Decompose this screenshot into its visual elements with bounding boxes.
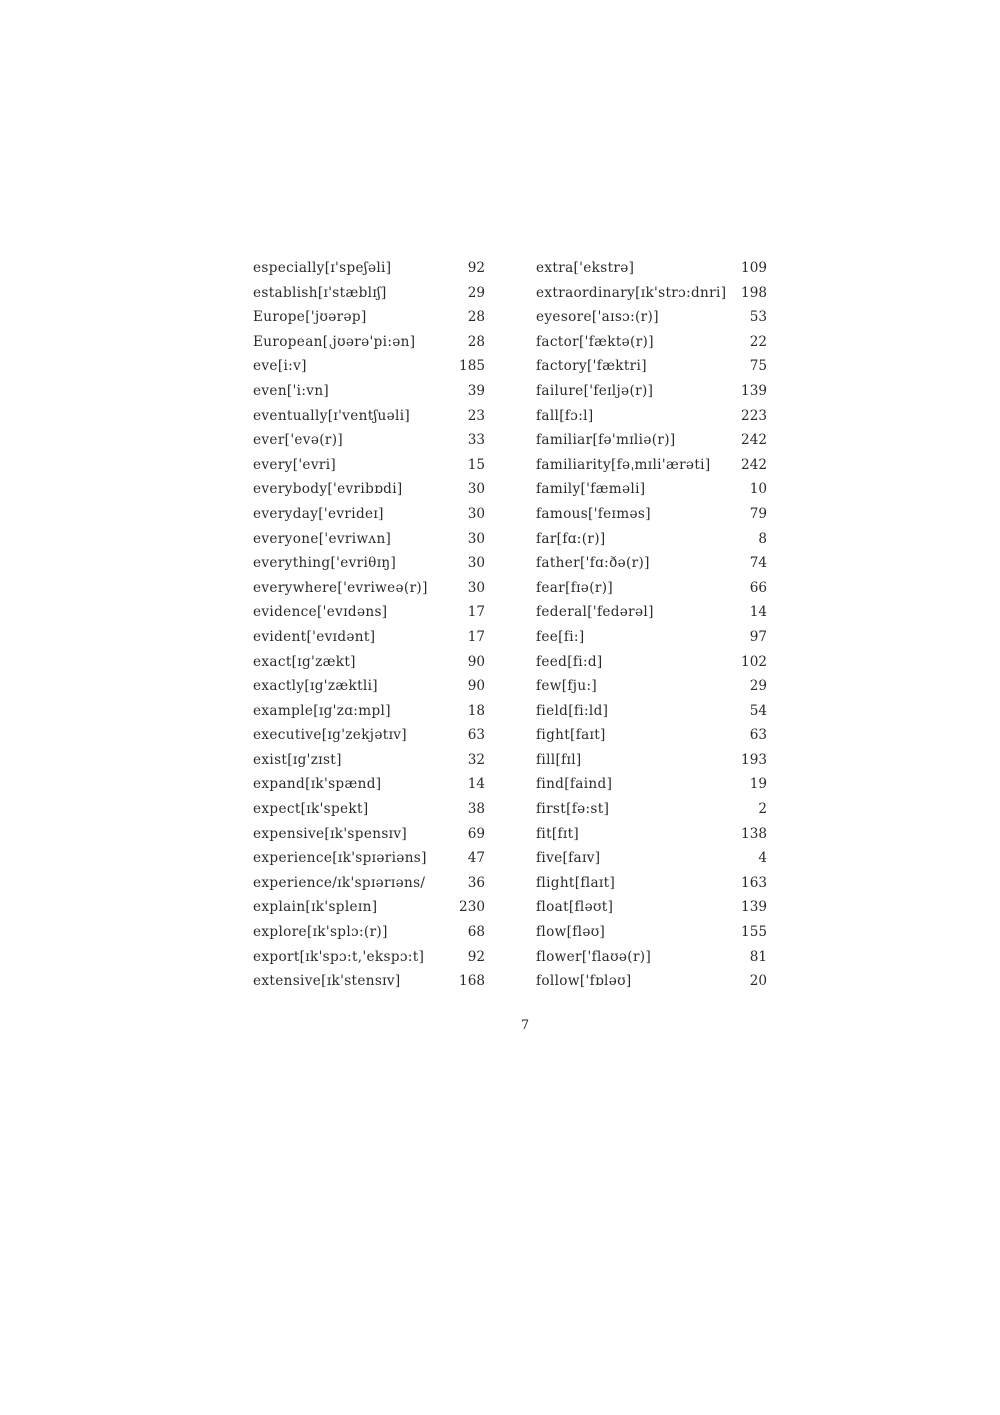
vocab-entry-page: 97 (749, 628, 767, 645)
vocab-entry-page: 10 (749, 481, 767, 498)
vocab-entry-word: few[fju:] (536, 678, 598, 695)
vocab-entry-page: 20 (749, 973, 767, 990)
vocab-entry-word: every['evri] (253, 456, 337, 473)
vocab-entry-row (536, 404, 767, 429)
vocab-entry-row (253, 699, 485, 724)
vocab-entry-word: export[ɪk'spɔ:t,'ekspɔ:t] (253, 948, 425, 965)
vocab-entry-row (253, 846, 485, 871)
vocab-entry-row (253, 453, 485, 478)
vocab-entry-row (253, 330, 485, 355)
vocab-entry-word: everybody['evribɒdi] (253, 481, 403, 498)
vocab-entry-word: float[fləʊt] (536, 899, 614, 916)
vocab-entry-word: find[faind] (536, 776, 613, 793)
vocab-entry-row (253, 969, 485, 994)
vocab-entry-row (536, 379, 767, 404)
vocab-entry-page: 75 (749, 358, 767, 375)
page-number: 7 (520, 1018, 530, 1033)
vocab-entry-page: 168 (459, 973, 485, 990)
vocab-entry-row (536, 772, 767, 797)
vocab-entry-word: evidence['evɪdəns] (253, 604, 388, 621)
vocab-entry-page: 22 (749, 333, 767, 350)
vocab-entry-row (536, 502, 767, 527)
vocab-entry-page: 139 (741, 382, 767, 399)
vocab-entry-row (253, 305, 485, 330)
vocab-entry-row (536, 576, 767, 601)
vocab-entry-row (253, 920, 485, 945)
vocab-entry-row (253, 674, 485, 699)
vocab-entry-row (253, 404, 485, 429)
vocab-entry-word: explain[ɪk'spleɪn] (253, 899, 378, 916)
vocab-entry-word: failure['feɪljə(r)] (536, 382, 654, 399)
vocab-entry-word: explore[ɪk'splɔ:(r)] (253, 924, 388, 941)
vocab-entry-row (253, 576, 485, 601)
vocab-entry-page: 30 (467, 505, 485, 522)
vocab-entry-word: eve[i:v] (253, 358, 307, 375)
vocab-entry-page: 92 (467, 948, 485, 965)
vocab-entry-page: 92 (467, 260, 485, 276)
vocab-entry-row (253, 871, 485, 896)
vocab-entry-word: fee[fi:] (536, 628, 585, 645)
vocab-entry-word: far[fɑ:(r)] (536, 530, 606, 547)
vocab-entry-row (536, 527, 767, 552)
right-column (536, 256, 767, 994)
vocab-entry-page: 17 (467, 628, 485, 645)
vocab-entry-word: everyday['evrideɪ] (253, 505, 384, 522)
vocab-entry-word: field[fi:ld] (536, 702, 609, 719)
vocab-entry-word: everywhere['evriweə(r)] (253, 579, 428, 596)
vocab-entry-row (253, 895, 485, 920)
vocab-entry-page: 19 (749, 776, 767, 793)
vocab-entry-row (536, 822, 767, 847)
vocab-entry-page: 29 (467, 284, 485, 301)
vocab-entry-row (536, 969, 767, 994)
vocab-entry-row (253, 723, 485, 748)
vocab-entry-row (536, 281, 767, 306)
vocab-entry-word: family['fæməli] (536, 481, 646, 498)
vocab-entry-word: flower['flaʊə(r)] (536, 948, 652, 965)
vocab-entry-word: executive[ɪg'zekjətɪv] (253, 727, 407, 744)
vocab-entry-page: 90 (467, 678, 485, 695)
vocab-entry-word: feed[fi:d] (536, 653, 603, 670)
vocab-entry-page: 185 (459, 358, 485, 375)
vocab-entry-word: everything['evriθɪŋ] (253, 555, 397, 572)
vocab-entry-page: 30 (467, 481, 485, 498)
vocab-entry-word: father['fɑ:ðə(r)] (536, 555, 650, 572)
vocab-entry-word: even['i:vn] (253, 382, 330, 399)
vocab-entry-word: especially[ɪ'speʃəli] (253, 260, 392, 276)
vocab-entry-page: 223 (741, 407, 767, 424)
vocab-entry-word: fight[faɪt] (536, 727, 606, 744)
vocab-entry-row (536, 477, 767, 502)
vocab-entry-word: eventually[ɪ'ventʃuəli] (253, 407, 411, 424)
vocab-entry-page: 81 (749, 948, 767, 965)
vocab-entry-page: 90 (467, 653, 485, 670)
vocab-entry-page: 14 (467, 776, 485, 793)
vocab-entry-page: 17 (467, 604, 485, 621)
vocab-entry-page: 63 (749, 727, 767, 744)
vocab-entry-word: factor['fæktə(r)] (536, 333, 654, 350)
vocab-entry-word: experience[ɪk'spɪəriəns] (253, 850, 427, 867)
vocab-entry-row (253, 379, 485, 404)
vocab-entry-page: 66 (749, 579, 767, 596)
vocab-entry-row (253, 354, 485, 379)
vocab-entry-page: 4 (758, 850, 767, 867)
vocab-entry-row (253, 551, 485, 576)
vocab-entry-word: fall[fɔ:l] (536, 407, 594, 424)
vocab-entry-page: 74 (749, 555, 767, 572)
vocab-entry-word: evident['evɪdənt] (253, 628, 376, 645)
vocab-entry-word: exact[ɪg'zækt] (253, 653, 356, 670)
vocab-entry-word: fear[fɪə(r)] (536, 579, 614, 596)
vocab-entry-page: 163 (741, 874, 767, 891)
vocab-entry-page: 23 (467, 407, 485, 424)
vocab-entry-row (253, 527, 485, 552)
vocab-entry-row (253, 650, 485, 675)
vocab-entry-page: 79 (749, 505, 767, 522)
vocab-entry-page: 28 (467, 309, 485, 326)
vocab-entry-row (253, 772, 485, 797)
vocab-entry-word: familiar[fə'mɪliə(r)] (536, 432, 676, 449)
vocab-entry-row (536, 600, 767, 625)
vocab-entry-page: 139 (741, 899, 767, 916)
vocab-entry-word: everyone['evriwʌn] (253, 530, 392, 547)
vocab-entry-page: 8 (758, 530, 767, 547)
vocab-entry-row (536, 748, 767, 773)
vocab-entry-word: extra['ekstrə] (536, 260, 635, 276)
vocab-entry-page: 14 (749, 604, 767, 621)
vocab-entry-word: eyesore['aɪsɔ:(r)] (536, 309, 659, 326)
vocab-entry-row (253, 625, 485, 650)
left-column (253, 256, 485, 994)
vocab-entry-row (536, 723, 767, 748)
vocab-entry-word: five[faɪv] (536, 850, 601, 867)
vocab-entry-word: factory['fæktri] (536, 358, 647, 375)
vocab-entry-page: 2 (758, 801, 767, 818)
vocab-entry-row (536, 699, 767, 724)
vocab-entry-row (253, 797, 485, 822)
vocab-entry-row (253, 502, 485, 527)
vocab-entry-row (536, 330, 767, 355)
vocab-entry-row (253, 822, 485, 847)
vocab-entry-page: 39 (467, 382, 485, 399)
vocab-entry-word: European[ˌjʊərə'pi:ən] (253, 333, 416, 350)
vocab-entry-word: Europe['jʊərəp] (253, 309, 367, 326)
vocab-entry-word: follow['fɒləʊ] (536, 973, 632, 990)
vocab-entry-page: 155 (741, 924, 767, 941)
vocab-entry-page: 54 (749, 702, 767, 719)
vocab-entry-page: 29 (749, 678, 767, 695)
vocab-entry-row (536, 650, 767, 675)
vocab-entry-page: 242 (741, 432, 767, 449)
vocab-entry-page: 33 (467, 432, 485, 449)
vocab-entry-page: 18 (467, 702, 485, 719)
vocab-entry-row (536, 453, 767, 478)
vocab-entry-row (253, 428, 485, 453)
vocab-entry-page: 36 (467, 874, 485, 891)
vocab-entry-row (536, 551, 767, 576)
vocab-entry-row (536, 797, 767, 822)
vocab-entry-word: famous['feɪməs] (536, 505, 651, 522)
vocab-entry-row (536, 920, 767, 945)
vocab-entry-word: expensive[ɪk'spensɪv] (253, 825, 408, 842)
vocab-entry-word: federal['fedərəl] (536, 604, 654, 621)
vocab-entry-row (536, 945, 767, 970)
vocab-entry-page: 242 (741, 456, 767, 473)
vocab-entry-word: familiarity[fəˌmɪli'ærəti] (536, 456, 711, 473)
vocab-entry-page: 53 (749, 309, 767, 326)
vocab-entry-word: fill[fɪl] (536, 751, 582, 768)
vocab-entry-word: extensive[ɪk'stensɪv] (253, 973, 401, 990)
vocab-entry-page: 193 (741, 751, 767, 768)
vocab-entry-row (536, 674, 767, 699)
vocab-entry-word: ever['evə(r)] (253, 432, 344, 449)
vocab-entry-page: 68 (467, 924, 485, 941)
vocab-entry-page: 28 (467, 333, 485, 350)
vocab-entry-page: 47 (467, 850, 485, 867)
vocab-entry-word: fit[fɪt] (536, 825, 580, 842)
vocab-entry-page: 30 (467, 555, 485, 572)
vocab-entry-page: 138 (741, 825, 767, 842)
vocab-entry-word: expand[ɪk'spænd] (253, 776, 382, 793)
vocab-entry-row (536, 428, 767, 453)
vocab-entry-row (536, 305, 767, 330)
vocab-entry-row (253, 945, 485, 970)
vocab-entry-word: exist[ɪg'zɪst] (253, 751, 342, 768)
vocab-entry-row (253, 256, 485, 281)
vocab-entry-page: 32 (467, 751, 485, 768)
vocab-entry-word: flow[fləʊ] (536, 924, 606, 941)
vocab-entry-page: 102 (741, 653, 767, 670)
vocab-entry-row (253, 748, 485, 773)
vocab-entry-page: 109 (741, 260, 767, 276)
vocab-entry-page: 30 (467, 530, 485, 547)
vocab-entry-word: expect[ɪk'spekt] (253, 801, 369, 818)
vocab-entry-row (536, 871, 767, 896)
vocab-entry-page: 230 (459, 899, 485, 916)
vocab-entry-word: flight[flaɪt] (536, 874, 616, 891)
vocab-entry-word: first[fə:st] (536, 801, 610, 818)
vocab-entry-row (253, 600, 485, 625)
vocab-entry-word: establish[ɪ'stæblɪʃ] (253, 284, 387, 301)
vocab-entry-word: experience/ɪk'spɪərɪəns/ (253, 874, 426, 891)
vocab-entry-page: 198 (741, 284, 767, 301)
vocab-entry-row (253, 477, 485, 502)
vocab-entry-word: extraordinary[ɪk'strɔ:dnri] (536, 284, 727, 301)
vocab-entry-word: exactly[ɪg'zæktli] (253, 678, 378, 695)
vocab-entry-row (536, 354, 767, 379)
vocab-entry-page: 69 (467, 825, 485, 842)
vocab-entry-row (536, 846, 767, 871)
vocab-entry-page: 30 (467, 579, 485, 596)
vocab-entry-row (536, 256, 767, 281)
vocab-entry-page: 63 (467, 727, 485, 744)
vocab-entry-word: example[ɪg'zɑ:mpl] (253, 702, 391, 719)
vocab-entry-page: 38 (467, 801, 485, 818)
vocab-entry-page: 15 (467, 456, 485, 473)
vocab-entry-row (536, 895, 767, 920)
vocab-entry-row (536, 625, 767, 650)
vocab-entry-row (253, 281, 485, 306)
